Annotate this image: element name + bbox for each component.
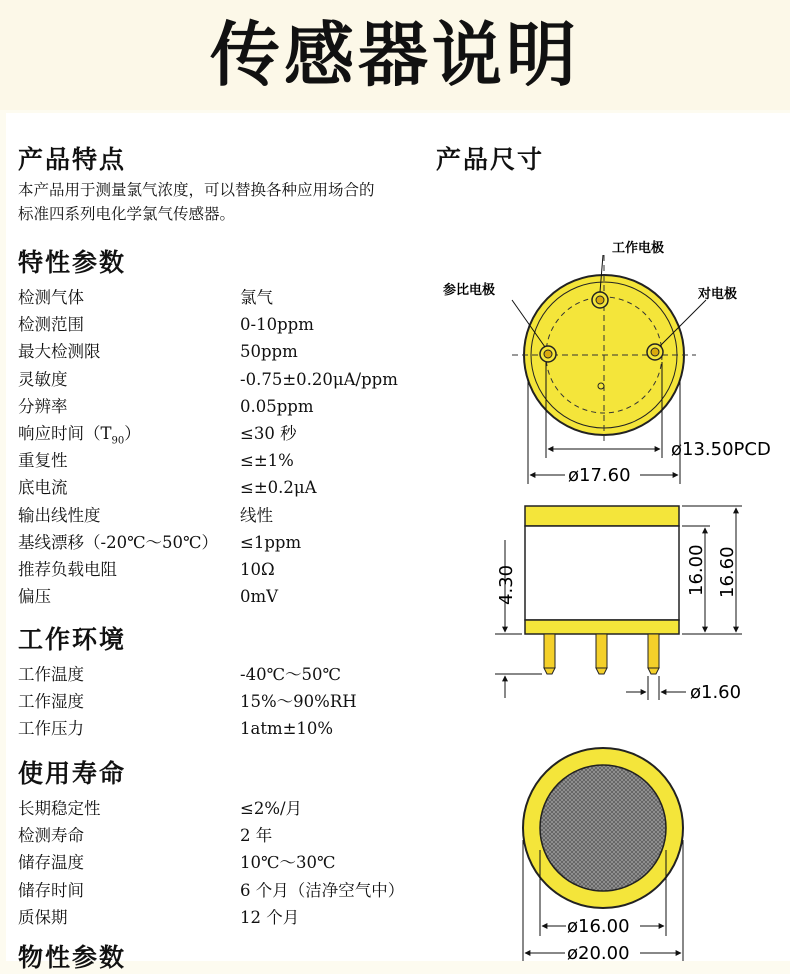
side-cap-top <box>525 506 679 526</box>
life-key: 储存温度 <box>18 853 84 873</box>
env-key: 工作湿度 <box>18 692 84 712</box>
spec-key-text: 响应时间（T <box>18 423 112 443</box>
life-value: ≤2%/月 <box>240 799 303 818</box>
side-view <box>495 506 742 703</box>
life-value: 12 个月 <box>240 907 300 927</box>
table-row <box>18 338 438 365</box>
spec-value: -0.75±0.20μA/ppm <box>240 369 398 389</box>
spec-value: 0.05ppm <box>240 396 314 416</box>
spec-key: 分辨率 <box>18 396 68 416</box>
spec-value: 0-10ppm <box>240 315 314 335</box>
features-text <box>18 178 418 226</box>
table-row <box>18 529 438 556</box>
spec-value: ≤±1% <box>240 451 294 471</box>
life-key: 长期稳定性 <box>18 799 101 818</box>
life-value: 10℃～30℃ <box>240 853 336 873</box>
side-pin-left <box>544 634 555 674</box>
counter-pin <box>647 344 663 360</box>
pcd-dimension: ø13.50PCD <box>671 439 771 460</box>
features-heading: 产品特点 <box>18 145 127 174</box>
life-heading: 使用寿命 <box>18 759 127 788</box>
table-row <box>18 904 438 931</box>
side-pin-middle <box>596 634 607 674</box>
spec-value: ≤30 秒 <box>240 423 297 443</box>
spec-key-close: ） <box>124 423 141 443</box>
spec-value: 10Ω <box>240 559 275 579</box>
features-text-line1: 本产品用于测量氯气浓度，可以替换各种应用场合的 <box>18 181 375 199</box>
pin-length-dimension: 4.30 <box>496 564 517 605</box>
env-key: 工作温度 <box>18 665 84 684</box>
table-row <box>18 556 438 583</box>
outer-diameter-dimension: ø20.00 <box>567 943 630 961</box>
environment-table <box>18 661 438 743</box>
reference-pin <box>540 346 556 362</box>
counter-electrode-label: 对电极 <box>698 287 738 302</box>
filter-mesh <box>540 765 666 891</box>
spec-key: 基线漂移（-20℃～50℃） <box>18 532 218 552</box>
reference-electrode-label: 参比电极 <box>443 283 496 298</box>
table-row <box>18 661 438 688</box>
inner-diameter-dimension: ø16.00 <box>567 916 630 937</box>
header-banner <box>0 0 790 110</box>
spec-value: 线性 <box>240 505 273 525</box>
body-height-dimension: 16.00 <box>686 544 707 596</box>
env-value: 1atm±10% <box>240 719 334 739</box>
total-height-dimension: 16.60 <box>717 546 738 598</box>
pin-diameter-dimension: ø1.60 <box>690 682 742 703</box>
table-row <box>18 795 438 822</box>
table-row <box>18 715 438 742</box>
environment-heading: 工作环境 <box>18 625 127 654</box>
table-row <box>18 877 438 904</box>
table-row <box>18 583 438 610</box>
features-text-line2: 标准四系列电化学氯气传感器。 <box>18 205 236 223</box>
spec-value: 0mV <box>240 587 279 607</box>
spec-key: 检测气体 <box>18 288 84 307</box>
table-row <box>18 284 438 311</box>
spec-value: 50ppm <box>240 342 298 362</box>
life-key: 储存时间 <box>18 880 84 900</box>
specs-table <box>18 284 438 610</box>
spec-key: 最大检测限 <box>18 342 101 362</box>
side-cap-bottom <box>525 620 679 634</box>
table-row <box>18 849 438 876</box>
physical-heading: 物性参数 <box>18 943 127 972</box>
side-body <box>525 526 679 620</box>
table-row <box>18 822 438 849</box>
life-key: 质保期 <box>18 907 68 927</box>
spec-value: 氯气 <box>240 288 273 307</box>
specs-heading: 特性参数 <box>18 248 127 277</box>
life-key: 检测寿命 <box>18 826 84 846</box>
spec-key: 底电流 <box>18 478 68 498</box>
table-row <box>18 366 438 393</box>
spec-key: 推荐负载电阻 <box>18 559 117 579</box>
table-row <box>18 447 438 474</box>
spec-key: 重复性 <box>18 451 68 471</box>
spec-key: 检测范围 <box>18 315 84 335</box>
table-row <box>18 474 438 501</box>
table-row <box>18 688 438 715</box>
top-view <box>443 240 771 486</box>
table-row <box>18 393 438 420</box>
life-value: 2 年 <box>240 826 273 846</box>
spec-key: 灵敏度 <box>18 369 68 389</box>
env-value: 15%～90%RH <box>240 692 357 712</box>
spec-key: 输出线性度 <box>18 505 101 525</box>
life-value: 6 个月（洁净空气中） <box>240 880 405 900</box>
working-pin <box>592 292 608 308</box>
bottom-view <box>523 748 683 961</box>
table-row <box>18 502 438 529</box>
sensor-drawing <box>430 230 790 961</box>
table-row <box>18 311 438 338</box>
spec-key: 偏压 <box>18 587 51 607</box>
spec-value: ≤±0.2μA <box>240 478 317 498</box>
working-electrode-label: 工作电极 <box>612 241 665 256</box>
life-table <box>18 795 438 931</box>
dimensions-heading: 产品尺寸 <box>436 145 545 174</box>
body-diameter-dimension: ø17.60 <box>568 465 631 486</box>
side-pin-right <box>648 634 659 674</box>
page-title: 传感器说明 <box>210 14 580 96</box>
spec-value: ≤1ppm <box>240 532 302 552</box>
spec-key-subscript: 90 <box>111 435 125 447</box>
env-key: 工作压力 <box>18 719 84 739</box>
table-row <box>18 420 438 447</box>
env-value: -40℃～50℃ <box>240 665 341 684</box>
